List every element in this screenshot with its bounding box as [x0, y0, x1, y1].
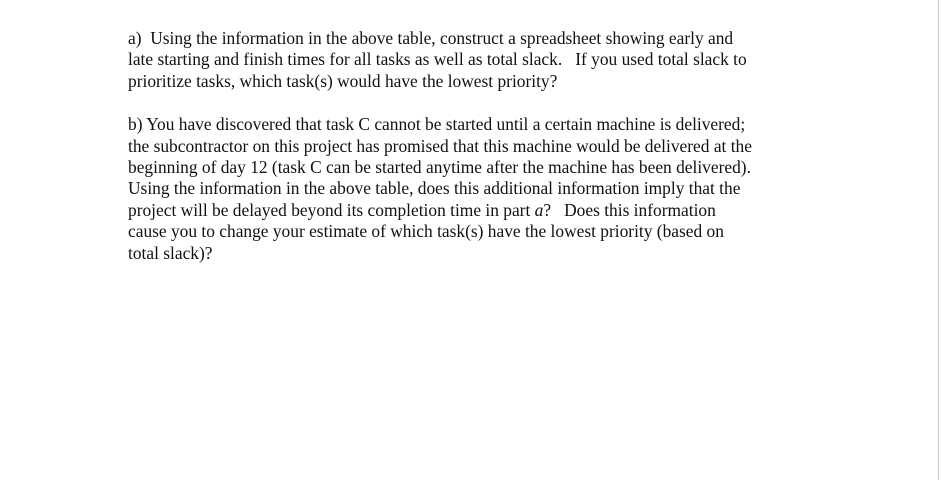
part-b-line-2: the subcontractor on this project has promised that this machine would be delivered at the: [128, 135, 752, 156]
part-b-line-6: cause you to change your estimate of which task(s) have the lowest priority (based on: [128, 221, 724, 242]
part-b-line-4: Using the information in the above table, does this additional information imply that the: [128, 178, 741, 199]
part-a-line-2: late starting and finish times for all tasks as well as total slack. If you used total slack to: [128, 49, 747, 70]
part-b-line-5-text-end: ? Does this information: [543, 199, 716, 220]
question-part-b: [128, 114, 804, 264]
part-b-line-5: [128, 200, 804, 221]
part-b-line-3: beginning of day 12 (task C can be started anytime after the machine has been delivered).: [128, 157, 751, 178]
question-part-a: [128, 28, 804, 92]
part-a-line-3: prioritize tasks, which task(s) would have the lowest priority?: [128, 70, 558, 91]
page-edge-divider: [938, 0, 939, 480]
part-b-line-5-text: project will be delayed beyond its completion time in part: [128, 199, 535, 220]
part-a-reference: a: [534, 199, 544, 220]
part-b-line-1: b) You have discovered that task C cannot be started until a certain machine is delivered;: [128, 114, 746, 135]
part-b-line-7: total slack)?: [128, 242, 213, 263]
part-a-line-1: a) Using the information in the above table, construct a spreadsheet showing early and: [128, 28, 734, 48]
document-body: [128, 28, 804, 264]
